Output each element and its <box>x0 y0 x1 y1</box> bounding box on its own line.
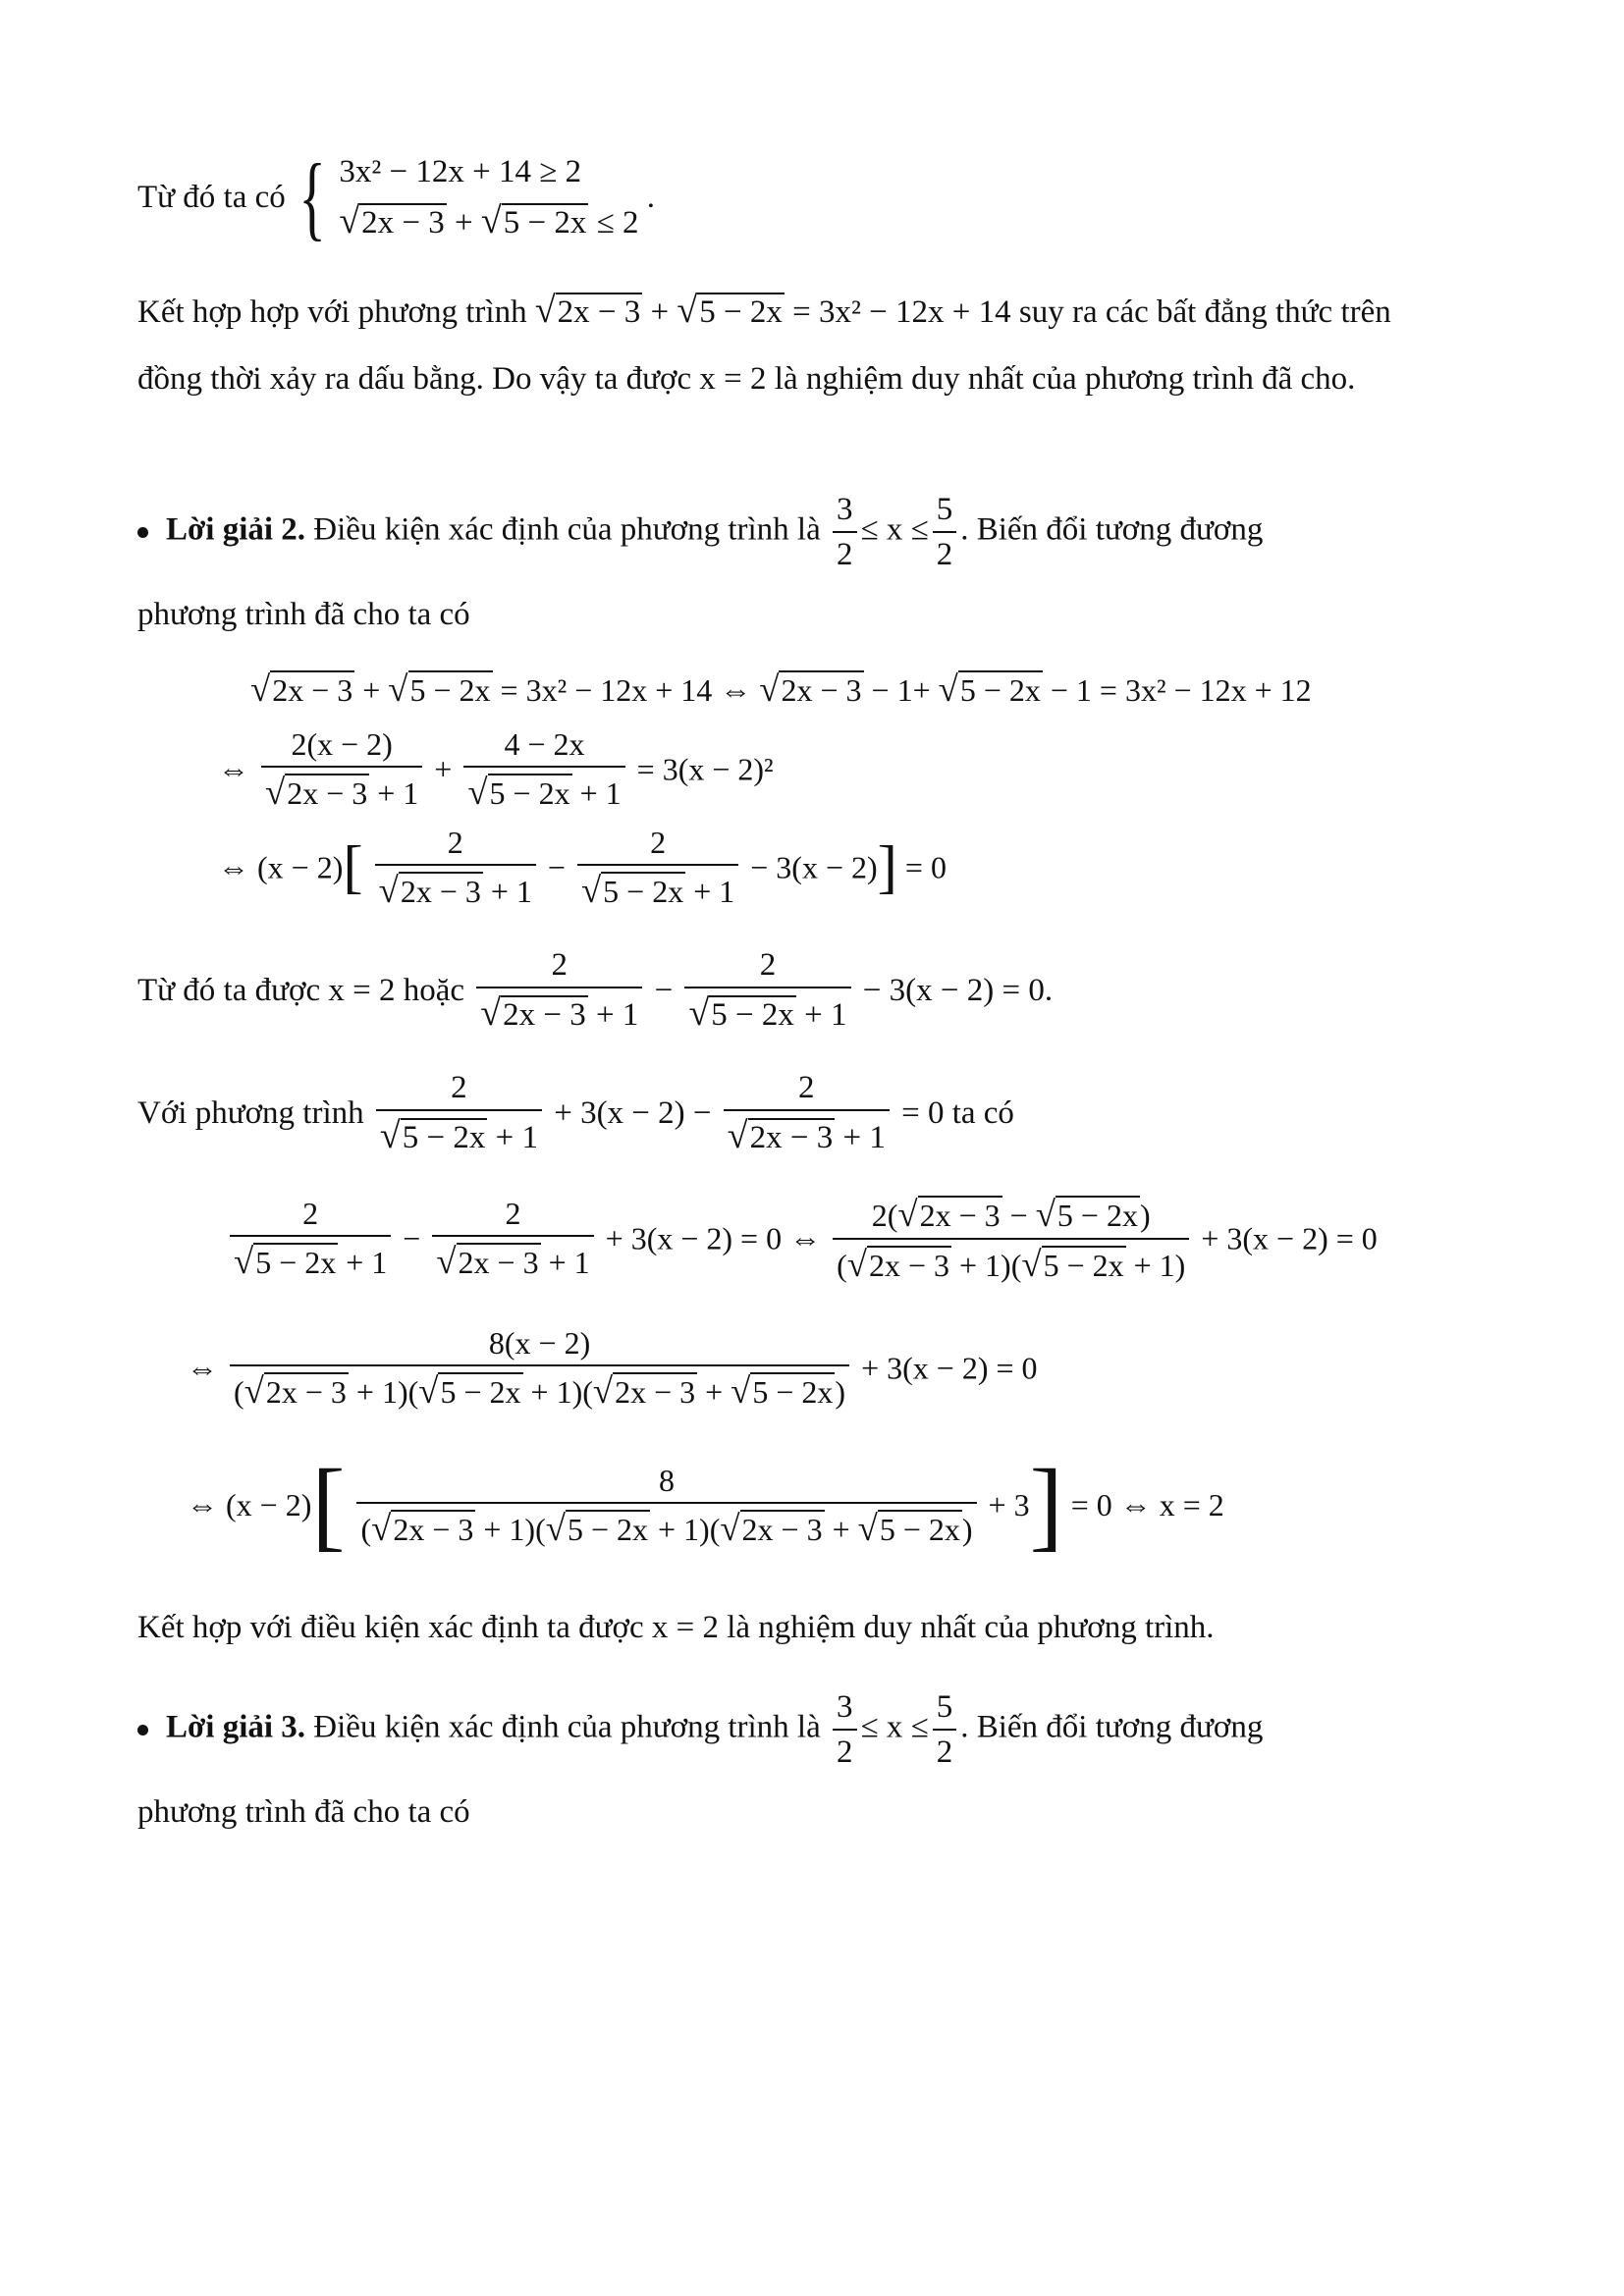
equation-2: ⇔ $\frac{2(x - 2)}{√2x - 3 + 1}$ + $\frac{4 - 2x}{√5 - 2x + 1}$ = 3(x − 2)² <box>218 726 774 812</box>
bullet-icon <box>137 527 148 538</box>
inequality-system <box>339 147 638 247</box>
fraction: $\frac{5}{2}$ <box>933 491 957 573</box>
left-brace: { <box>298 144 326 249</box>
equation-4: $\frac{2}{√5 - 2x + 1}$ − $\frac{2}{√2x - 3 + 1}$ + 3(x − 2) = 0 ⇔ $\frac{2(√2x - 3 - √5 - 2x)}{(√2x - 3 + 1)(√5 - 2x + 1)}$ + 3(x − 2) = 0 <box>226 1193 1378 1285</box>
paragraph-from-that: Từ đó ta được x = 2 hoặc $\frac{2}{√2x - 3 + 1}$ − $\frac{2}{√5 - 2x + 1}$ − 3(x − 2) = 0. <box>137 947 1054 1034</box>
fraction: $\frac{2}{√5 - 2x + 1}$ <box>684 947 850 1035</box>
paragraph-with-equation: Với phương trình $\frac{2}{√5 - 2x + 1}$ + 3(x − 2) − $\frac{2}{√2x - 3 + 1}$ = 0 ta có <box>137 1070 1014 1156</box>
paragraph-combine: Kết hợp hợp với phương trình √2x − 3 + √5 − 2x = 3x² − 12x + 14 suy ra các bất đẳng thức trên đồng thời xảy ra dấu bằng. Do vậy ta được x = 2 là nghiệm duy nhất của phương trình đã cho. <box>137 277 1394 412</box>
sqrt-term: √2x − 3 <box>534 290 641 331</box>
fraction: $\frac{2(x - 2)}{√2x - 3 + 1}$ <box>261 726 422 813</box>
fraction: $\frac{2(√2x - 3 - √5 - 2x)}{(√2x - 3 + 1)(√5 - 2x + 1)}$ <box>833 1193 1189 1285</box>
system-row-1: 3x² − 12x + 14 ≥ 2 <box>339 154 582 189</box>
fraction: $\frac{3}{2}$ <box>833 491 857 573</box>
sqrt-term: √5 − 2x <box>480 200 587 241</box>
equation-6: ⇔ (x − 2)[ $\frac{8}{(√2x - 3 + 1)(√5 - 2x + 1)(√2x - 3 + √5 - 2x)}$ + 3] = 0 ⇔ x = 2 <box>187 1450 1224 1561</box>
paragraph-conclusion: Kết hợp với điều kiện xác định ta được x = 2 là nghiệm duy nhất của phương trình. <box>137 1610 1215 1645</box>
fraction: $\frac{8(x - 2)}{(√2x - 3 + 1)(√5 - 2x + 1)(√2x - 3 + √5 - 2x)}$ <box>230 1325 849 1412</box>
system-line: Từ đó ta có { 3x² − 12x + 14 ≥ 2 √2x − 3 + √5 − 2x ≤ 2 . <box>137 144 655 249</box>
system-row-2: √2x − 3 + √5 − 2x ≤ 2 <box>339 196 638 247</box>
equation-1: √2x − 3 + √5 − 2x = 3x² − 12x + 14 ⇔ √2x − 3 − 1+ √5 − 2x − 1 = 3x² − 12x + 12 <box>250 668 1312 709</box>
fraction: $\frac{2}{√5 - 2x + 1}$ <box>376 1070 542 1157</box>
fraction: $\frac{2}{√2x - 3 + 1}$ <box>724 1070 890 1157</box>
text-prefix: Từ đó ta có <box>137 180 286 215</box>
sqrt-term: √2x − 3 <box>339 200 445 241</box>
solution-2-heading: Lời giải 2. Điều kiện xác định của phương trình là $\frac{3}{2}$ ≤ x ≤ $\frac{5}{2}$ . Biến đổi tương đương <box>137 491 1263 573</box>
solution-label: Lời giải 2. <box>166 511 306 548</box>
solution-label: Lời giải 3. <box>166 1709 306 1745</box>
fraction: $\frac{8}{(√2x - 3 + 1)(√5 - 2x + 1)(√2x - 3 + √5 - 2x)}$ <box>356 1463 976 1549</box>
solution-2-intro: phương trình đã cho ta có <box>137 597 470 632</box>
sqrt-term: √5 − 2x <box>677 290 783 331</box>
equation-3: ⇔ (x − 2)[ $\frac{2}{√2x - 3 + 1}$ − $\frac{2}{√5 - 2x + 1}$ − 3(x − 2)] = 0 <box>218 825 947 910</box>
bullet-icon <box>137 1725 148 1735</box>
fraction: $\frac{2}{√5 - 2x + 1}$ <box>577 825 738 911</box>
equation-5: ⇔ $\frac{8(x - 2)}{(√2x - 3 + 1)(√5 - 2x + 1)(√2x - 3 + √5 - 2x)}$ + 3(x − 2) = 0 <box>187 1325 1038 1411</box>
solution-value: x = 2 <box>699 361 767 397</box>
fraction: $\frac{5}{2}$ <box>933 1688 957 1771</box>
fraction: $\frac{2}{√2x - 3 + 1}$ <box>375 825 536 911</box>
fraction: $\frac{2}{√2x - 3 + 1}$ <box>432 1196 593 1282</box>
solution-3-intro: phương trình đã cho ta có <box>137 1794 470 1830</box>
solution-3-heading: Lời giải 3. Điều kiện xác định của phương trình là $\frac{3}{2}$ ≤ x ≤ $\frac{5}{2}$ . Biến đổi tương đương <box>137 1688 1263 1771</box>
fraction: $\frac{4 - 2x}{√5 - 2x + 1}$ <box>463 726 624 813</box>
fraction: $\frac{2}{√2x - 3 + 1}$ <box>476 947 642 1035</box>
fraction: $\frac{2}{√5 - 2x + 1}$ <box>230 1196 391 1282</box>
fraction: $\frac{3}{2}$ <box>833 1688 857 1771</box>
